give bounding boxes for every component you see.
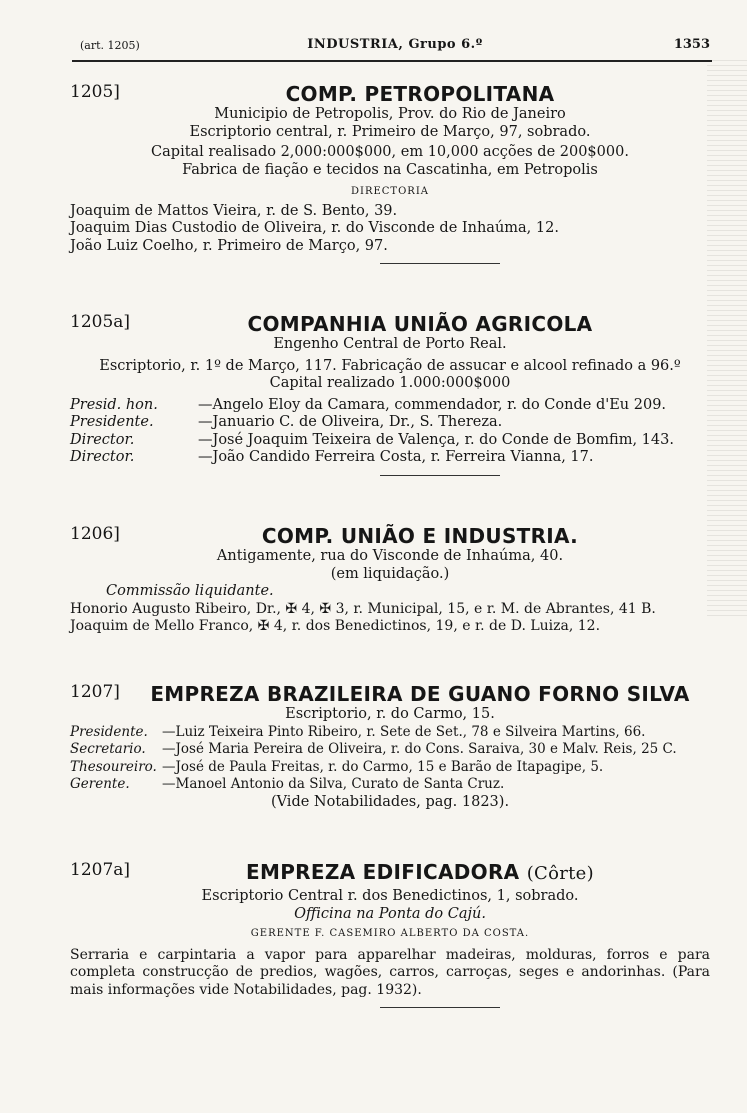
description-paragraph: Serraria e carpintaria a vapor para apparelhar madeiras, molduras, forros e para completa construcção de predios, wagões, carros, carroças, seges e andorinhas. (Para mais informações vide Notabilidades, pag. 1932). bbox=[70, 946, 710, 998]
entry-rule bbox=[380, 263, 500, 264]
entry-number: 1205] bbox=[70, 82, 120, 102]
header-section: INDUSTRIA, Grupo 6.º bbox=[307, 37, 483, 52]
entry-title: COMP. UNIÃO E INDUSTRIA. bbox=[261, 524, 579, 548]
entry-1205a bbox=[70, 312, 710, 476]
entry-line: Fabrica de fiação e tecidos na Cascatinha, em Petropolis bbox=[182, 161, 598, 178]
officer-row bbox=[70, 741, 710, 759]
entry-line: Engenho Central de Porto Real. bbox=[273, 336, 507, 352]
entry-rule bbox=[380, 475, 500, 476]
entry-line: Capital realizado 1.000:000$000 bbox=[269, 375, 511, 391]
officer-text: —João Candido Ferreira Costa, r. Ferreira Vianna, 17. bbox=[198, 449, 594, 465]
officer-role: Presidente. bbox=[70, 414, 154, 430]
officer-row bbox=[70, 397, 710, 415]
section-heading: Commissão liquidante. bbox=[106, 583, 274, 599]
entry-line: Officina na Ponta do Cajú. bbox=[294, 905, 486, 922]
officer-text: —José Maria Pereira de Oliveira, r. do Cons. Saraiva, 30 e Malv. Reis, 25 C. bbox=[162, 741, 677, 757]
person-line: Joaquim Dias Custodio de Oliveira, r. do Visconde de Inhaúma, 12. bbox=[70, 220, 559, 236]
officer-row bbox=[70, 724, 710, 742]
officer-row bbox=[70, 776, 710, 794]
officer-role: Director. bbox=[70, 449, 135, 465]
officer-text: —José Joaquim Teixeira de Valença, r. do Conde de Bomfim, 143. bbox=[198, 431, 674, 448]
entry-line: Antigamente, rua do Visconde de Inhaúma, 40. bbox=[216, 548, 564, 564]
officer-role: Presid. hon. bbox=[70, 396, 158, 413]
entry-number: 1206] bbox=[70, 524, 120, 544]
entry-line: Escriptorio, r. do Carmo, 15. bbox=[285, 706, 495, 722]
officer-role: Director. bbox=[70, 431, 135, 448]
entry-line: Municipio de Petropolis, Prov. do Rio de Janeiro bbox=[214, 106, 566, 122]
entry-1207 bbox=[70, 682, 710, 811]
reference-line: (Vide Notabilidades, pag. 1823). bbox=[270, 793, 510, 810]
officer-text: —Januario C. de Oliveira, Dr., S. Thereza. bbox=[198, 414, 503, 430]
scan-edge bbox=[707, 60, 747, 620]
entry-1206 bbox=[70, 524, 710, 636]
officer-row bbox=[70, 449, 710, 467]
entry-number: 1205a] bbox=[70, 312, 131, 332]
entry-line: Escriptorio Central r. dos Benedictinos, 1, sobrado. bbox=[201, 888, 579, 904]
officer-role: Gerente. bbox=[70, 776, 130, 792]
entry-number: 1207a] bbox=[70, 860, 131, 880]
officer-text: —Angelo Eloy da Camara, commendador, r. do Conde d'Eu 209. bbox=[198, 396, 667, 413]
officer-row bbox=[70, 432, 710, 450]
page-header bbox=[80, 37, 710, 57]
officer-text: —José de Paula Freitas, r. do Carmo, 15 e Barão de Itapagipe, 5. bbox=[162, 758, 604, 775]
entry-title: EMPREZA BRAZILEIRA DE GUANO FORNO SILVA bbox=[150, 682, 690, 706]
section-heading: DIRECTORIA bbox=[350, 186, 430, 197]
officer-role: Thesoureiro. bbox=[70, 758, 157, 775]
person-line: João Luiz Coelho, r. Primeiro de Março, 97. bbox=[70, 237, 388, 254]
entry-title: COMP. PETROPOLITANA bbox=[285, 82, 555, 106]
page-number: 1353 bbox=[673, 37, 710, 52]
entry-line: Capital realisado 2,000:000$000, em 10,000 acções de 200$000. bbox=[151, 144, 629, 160]
officer-role: Presidente. bbox=[70, 723, 148, 740]
entry-rule bbox=[380, 1007, 500, 1008]
officer-text: —Manoel Antonio da Silva, Curato de Santa Cruz. bbox=[162, 776, 505, 792]
officer-role: Secretario. bbox=[70, 741, 146, 757]
entry-number: 1207] bbox=[70, 682, 120, 702]
entry-1207a bbox=[70, 860, 710, 1008]
entry-line: Escriptorio, r. 1º de Março, 117. Fabricação de assucar e alcool refinado a 96.º bbox=[99, 357, 681, 374]
entry-title: COMPANHIA UNIÃO AGRICOLA bbox=[247, 312, 593, 336]
manager-line: GERENTE F. CASEMIRO ALBERTO DA COSTA. bbox=[250, 928, 530, 939]
entry-1205 bbox=[70, 82, 710, 264]
entry-line: (em liquidação.) bbox=[330, 565, 450, 582]
entry-title-text: EMPREZA EDIFICADORA bbox=[246, 860, 520, 884]
entry-line: Escriptorio central, r. Primeiro de Março, 97, sobrado. bbox=[189, 123, 591, 140]
officer-row bbox=[70, 759, 710, 777]
header-article: (art. 1205) bbox=[80, 39, 140, 52]
entry-title-suffix: (Côrte) bbox=[526, 863, 594, 884]
header-rule bbox=[72, 60, 712, 62]
officer-row bbox=[70, 414, 710, 432]
person-line: Joaquim de Mello Franco, ✠ 4, r. dos Benedictinos, 19, e r. de D. Luiza, 12. bbox=[70, 618, 601, 634]
entry-title bbox=[70, 860, 710, 884]
person-line: Honorio Augusto Ribeiro, Dr., ✠ 4, ✠ 3, r. Municipal, 15, e r. M. de Abrantes, 41 B. bbox=[70, 600, 656, 617]
officer-text: —Luiz Teixeira Pinto Ribeiro, r. Sete de Set., 78 e Silveira Martins, 66. bbox=[162, 723, 646, 740]
person-line: Joaquim de Mattos Vieira, r. de S. Bento, 39. bbox=[70, 202, 398, 219]
